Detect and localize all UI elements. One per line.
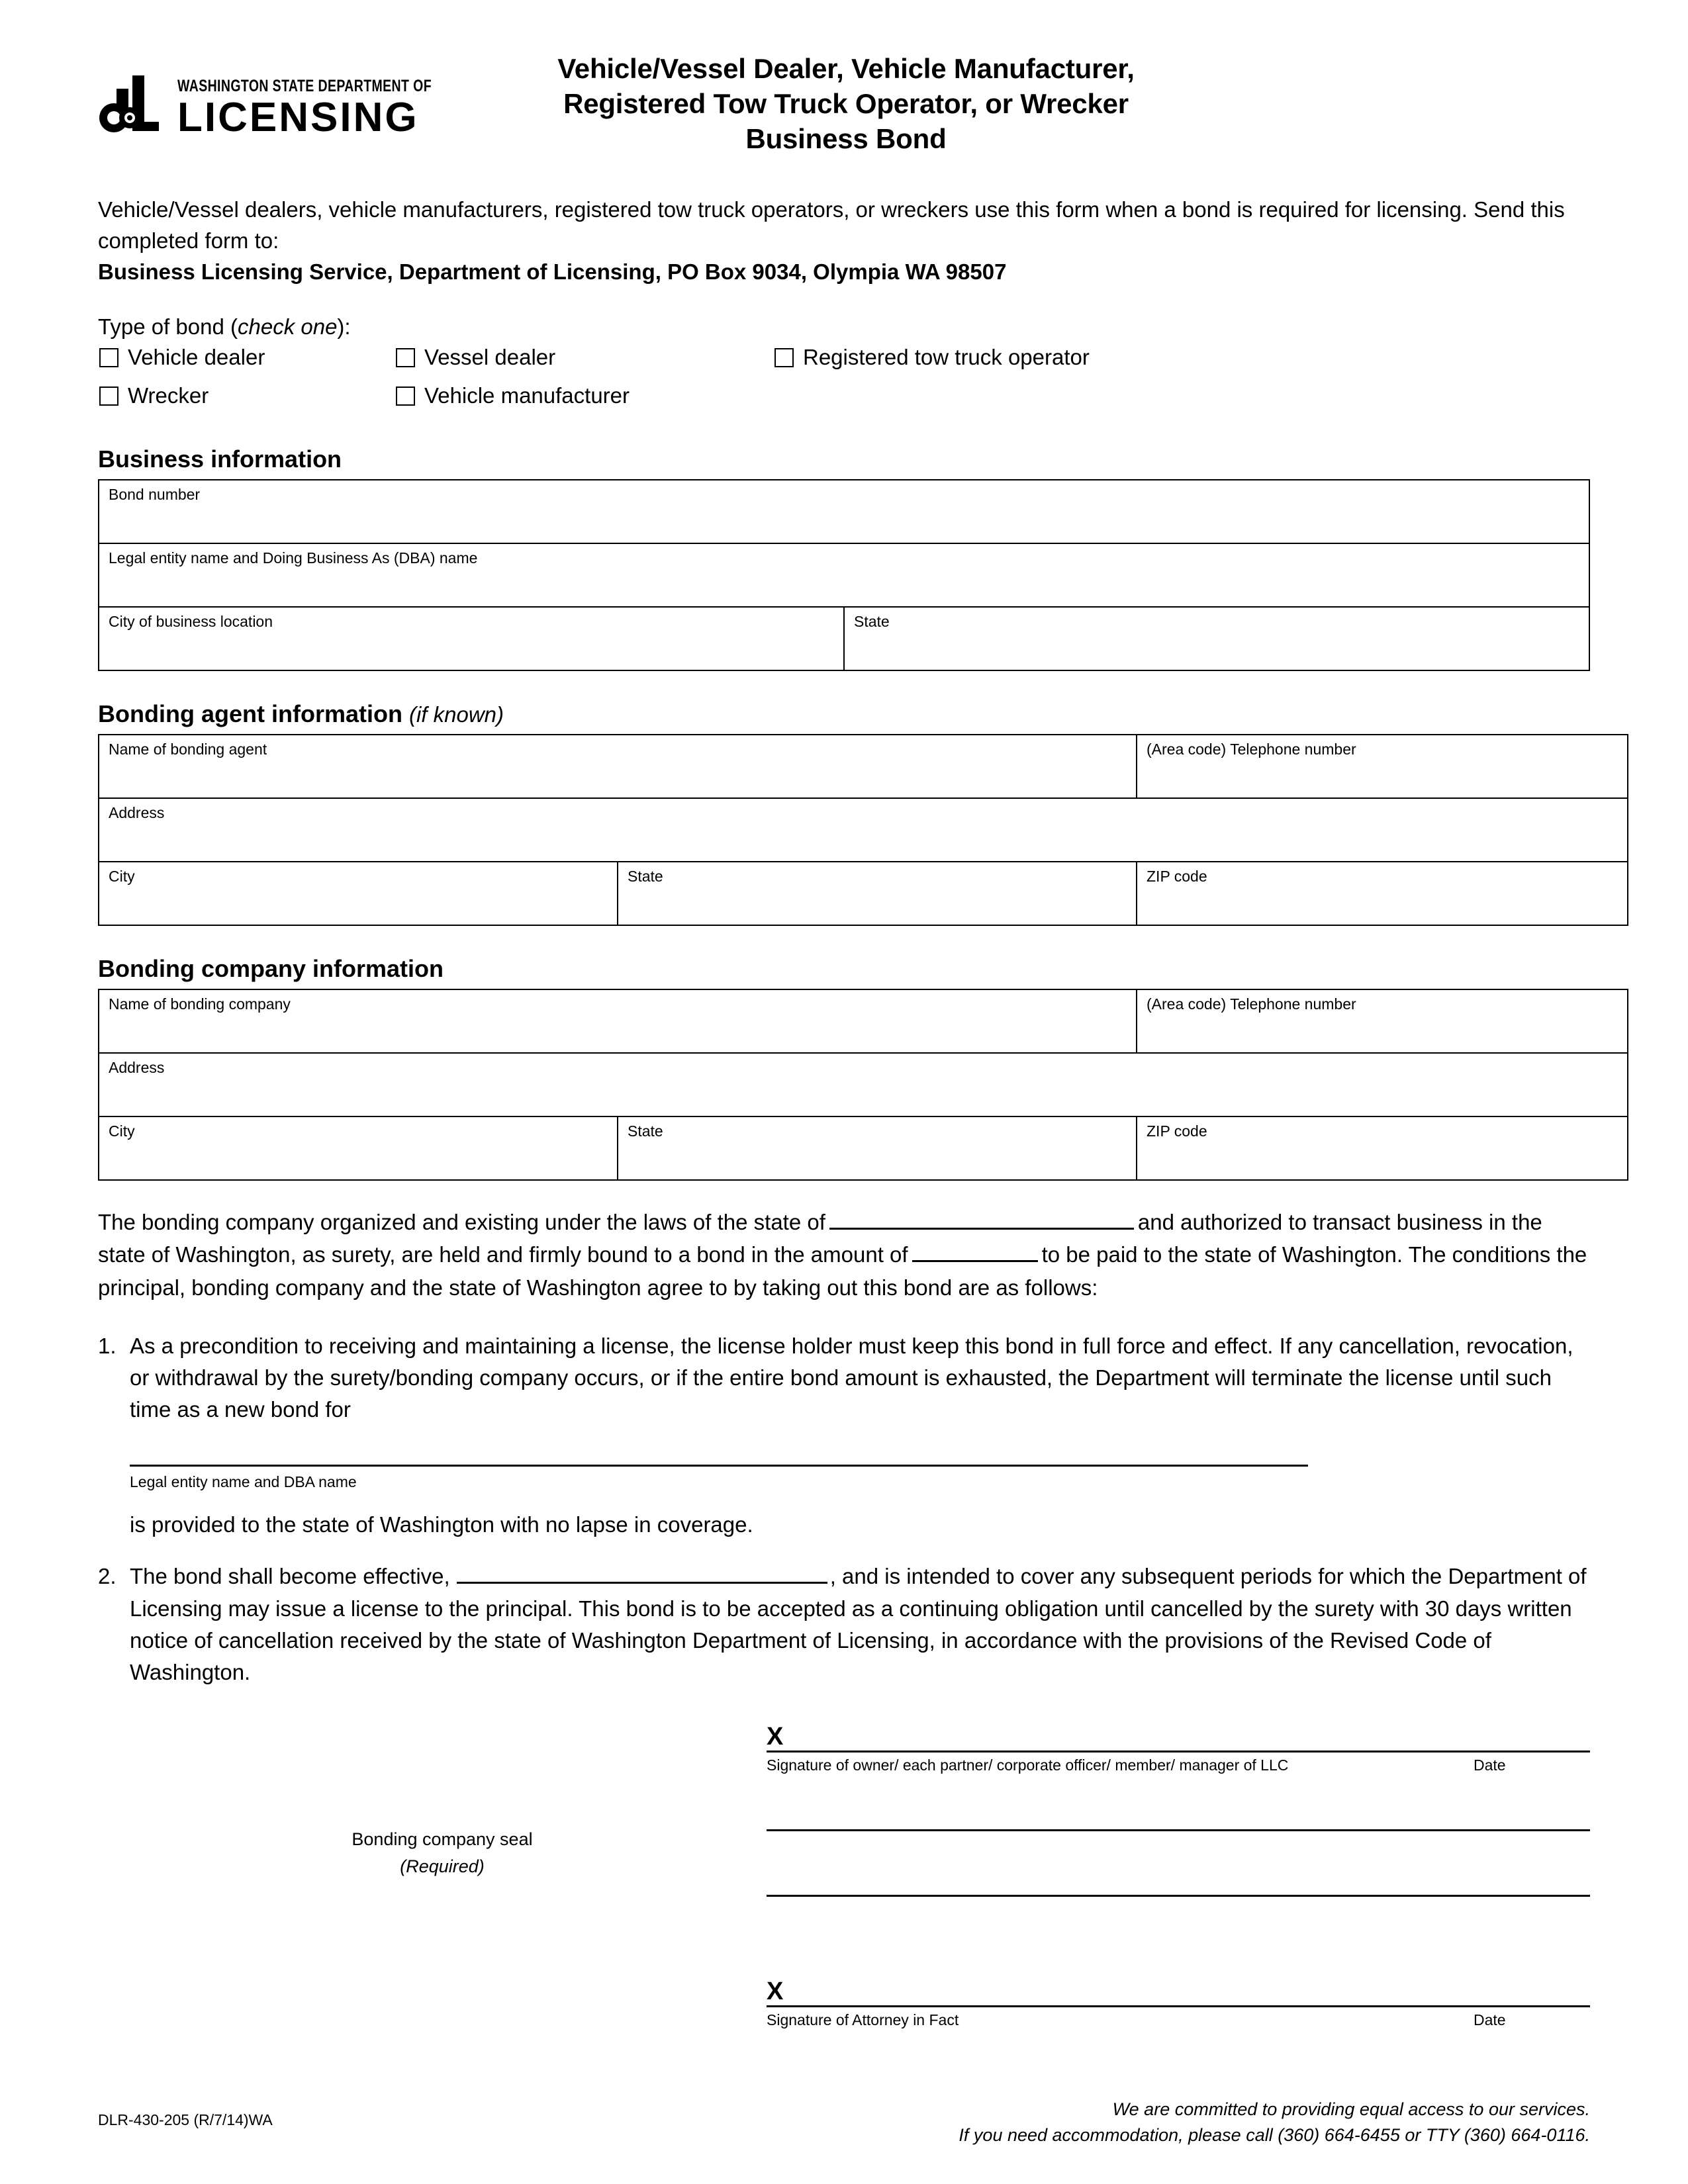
spacer xyxy=(767,1779,1590,1829)
spacer xyxy=(767,1897,1590,1967)
table-row xyxy=(99,607,1589,670)
condition-text: As a precondition to receiving and maintaining a license, the license holder must keep this bond in full force and effect. If any cancellation, revocation, or withdrawal by the surety/bonding company occurs, or if the entire bond amount is exhausted, the Department will terminate the license until such time as a new bond for xyxy=(130,1334,1573,1422)
checkbox-wrecker[interactable] xyxy=(99,383,209,408)
condition-text-after: , and is intended to cover any subsequent periods for which the Department of Licensing may issue a license to the principal. This bond is to be accepted as a continuing obligation until cancelled by the surety with 30 days written notice of cancellation received by the state of Washington Department of Licensing, in accordance with the provisions of the Revised Code of Washington. xyxy=(130,1564,1587,1684)
table-row xyxy=(99,862,1628,925)
bond-type-label-prefix: Type of bond ( xyxy=(98,314,238,339)
field-city-of-business-location[interactable]: City of business location xyxy=(99,607,844,670)
blank-bond-amount[interactable] xyxy=(912,1240,1038,1262)
checkbox-box-icon[interactable] xyxy=(396,387,415,406)
checkbox-label: Vehicle manufacturer xyxy=(424,383,630,408)
bond-statement-seg2: and authorized to transact business in the state of Washington, as surety, are held and firmly bound to a bond in the amount of xyxy=(98,1209,1542,1267)
bond-type-row-1 xyxy=(98,345,1590,378)
field-agent-phone[interactable]: (Area code) Telephone number xyxy=(1137,735,1628,798)
table-row xyxy=(99,1053,1628,1116)
checkbox-box-icon[interactable] xyxy=(774,348,794,367)
business-information-table xyxy=(98,479,1590,671)
signature-owner-caption xyxy=(767,1756,1590,1779)
mail-to-address: Business Licensing Service, Department of Licensing, PO Box 9034, Olympia WA 98507 xyxy=(98,259,1007,284)
conditions-list xyxy=(98,1330,1590,1688)
section-heading-business-information: Business information xyxy=(98,445,342,473)
condition-item-1 xyxy=(98,1330,1590,1541)
signature-owner-caption-text: Signature of owner/ each partner/ corporate officer/ member/ manager of LLC xyxy=(767,1756,1289,1774)
field-agent-city[interactable]: City xyxy=(99,862,618,925)
form-header xyxy=(98,0,1590,154)
signature-attorney-caption xyxy=(767,2011,1590,2034)
field-agent-name[interactable]: Name of bonding agent xyxy=(99,735,1137,798)
blank-legal-entity-name[interactable] xyxy=(130,1465,1308,1467)
bond-statement-seg3: to be paid to the state of Washington. The conditions the principal, bonding company and the state of Washington agree to by taking out this bond are as follows: xyxy=(98,1242,1587,1300)
checkbox-label: Vehicle dealer xyxy=(128,344,265,369)
signature-lines xyxy=(767,1712,1590,2034)
seal-required-note: (Required) xyxy=(400,1856,485,1876)
dol-logo-icon xyxy=(99,74,168,138)
blank-legal-entity-caption: Legal entity name and DBA name xyxy=(130,1473,357,1490)
intro-block xyxy=(98,195,1590,288)
checkbox-label: Wrecker xyxy=(128,383,209,408)
field-company-address[interactable]: Address xyxy=(99,1053,1628,1116)
checkbox-vessel-dealer[interactable] xyxy=(396,345,555,370)
field-company-zip[interactable]: ZIP code xyxy=(1137,1116,1628,1180)
accessibility-line1: We are committed to providing equal access to our services. xyxy=(1112,2099,1590,2119)
bonding-agent-table xyxy=(98,734,1628,926)
table-row xyxy=(99,480,1589,543)
signature-line-attorney[interactable] xyxy=(767,1967,1590,2007)
bonding-company-table xyxy=(98,989,1628,1181)
field-agent-address[interactable]: Address xyxy=(99,798,1628,862)
condition-after-rule-text: is provided to the state of Washington with no lapse in coverage. xyxy=(130,1512,753,1537)
page-title xyxy=(336,52,1356,157)
page-title-line3: Business Bond xyxy=(745,122,947,154)
field-legal-entity-name[interactable]: Legal entity name and Doing Business As (DBA) name xyxy=(99,543,1589,607)
bond-statement-seg1: The bonding company organized and existing under the laws of the state of xyxy=(98,1209,825,1234)
seal-label: Bonding company seal xyxy=(352,1829,533,1850)
signature-owner-date-label: Date xyxy=(1474,1756,1506,1774)
signature-block xyxy=(98,1712,1590,2029)
field-bond-number[interactable]: Bond number xyxy=(99,480,1589,543)
field-agent-zip[interactable]: ZIP code xyxy=(1137,862,1628,925)
x-mark-icon: X xyxy=(767,1978,784,2006)
checkbox-registered-tow-truck-operator[interactable] xyxy=(774,345,1090,370)
x-mark-icon: X xyxy=(767,1723,784,1751)
agency-logo-line2: LICENSING xyxy=(177,94,419,140)
checkbox-box-icon[interactable] xyxy=(396,348,415,367)
signature-attorney-caption-text: Signature of Attorney in Fact xyxy=(767,2011,959,2029)
checkbox-label: Vessel dealer xyxy=(424,344,556,369)
accessibility-line2: If you need accommodation, please call (360) 664-6455 or TTY (360) 664-0116. xyxy=(959,2125,1590,2146)
table-row xyxy=(99,989,1628,1053)
field-company-phone[interactable]: (Area code) Telephone number xyxy=(1137,989,1628,1053)
bond-statement-text xyxy=(98,1206,1590,1304)
checkbox-vehicle-dealer[interactable] xyxy=(99,345,265,370)
table-row xyxy=(99,735,1628,798)
checkbox-box-icon[interactable] xyxy=(99,348,118,367)
section-heading-bonding-agent xyxy=(98,700,1590,728)
table-row xyxy=(99,1116,1628,1180)
table-row xyxy=(99,543,1589,607)
accessibility-statement xyxy=(959,2097,1590,2148)
bond-statement xyxy=(98,1206,1590,1304)
section-heading-bonding-agent-text: Bonding agent information xyxy=(98,700,402,727)
intro-paragraph: Vehicle/Vessel dealers, vehicle manufacturers, registered tow truck operators, or wreckers use this form when a bond is required for licensing. Send this completed form to: xyxy=(98,197,1565,253)
bond-type-label-italic: check one xyxy=(237,314,338,339)
checkbox-box-icon[interactable] xyxy=(99,387,118,406)
agency-logo-line1: WASHINGTON STATE DEPARTMENT OF xyxy=(177,76,432,95)
field-company-name[interactable]: Name of bonding company xyxy=(99,989,1137,1053)
condition-item-2 xyxy=(98,1561,1590,1688)
table-row xyxy=(99,798,1628,862)
page-title-line1: Vehicle/Vessel Dealer, Vehicle Manufacturer, xyxy=(557,53,1135,84)
condition-text-before: The bond shall become effective, xyxy=(130,1564,450,1589)
checkbox-label: Registered tow truck operator xyxy=(803,344,1090,369)
bonding-company-seal-area xyxy=(297,1826,588,1880)
spacer xyxy=(767,1831,1590,1895)
bond-type-label xyxy=(98,314,1590,340)
blank-effective-date[interactable] xyxy=(457,1562,827,1584)
signature-line-owner[interactable] xyxy=(767,1712,1590,1752)
field-company-city[interactable]: City xyxy=(99,1116,618,1180)
form-number: DLR-430-205 (R/7/14)WA xyxy=(98,2111,273,2128)
bond-type-row-2 xyxy=(98,383,1590,416)
bond-type-label-suffix: ): xyxy=(337,314,351,339)
page-content xyxy=(98,0,1590,2029)
field-company-state[interactable]: State xyxy=(618,1116,1137,1180)
section-heading-bonding-company: Bonding company information xyxy=(98,954,444,982)
field-business-state[interactable]: State xyxy=(844,607,1589,670)
signature-attorney-date-label: Date xyxy=(1474,2011,1506,2029)
form-footer xyxy=(98,2097,1590,2156)
checkbox-vehicle-manufacturer[interactable] xyxy=(396,383,630,408)
condition-number: 1. xyxy=(98,1334,117,1359)
section-heading-bonding-agent-note: (if known) xyxy=(408,702,504,727)
field-agent-state[interactable]: State xyxy=(618,862,1137,925)
blank-state-of-incorporation[interactable] xyxy=(829,1208,1134,1230)
page-title-line2: Registered Tow Truck Operator, or Wrecker xyxy=(563,87,1129,119)
condition-number: 2. xyxy=(98,1564,117,1589)
